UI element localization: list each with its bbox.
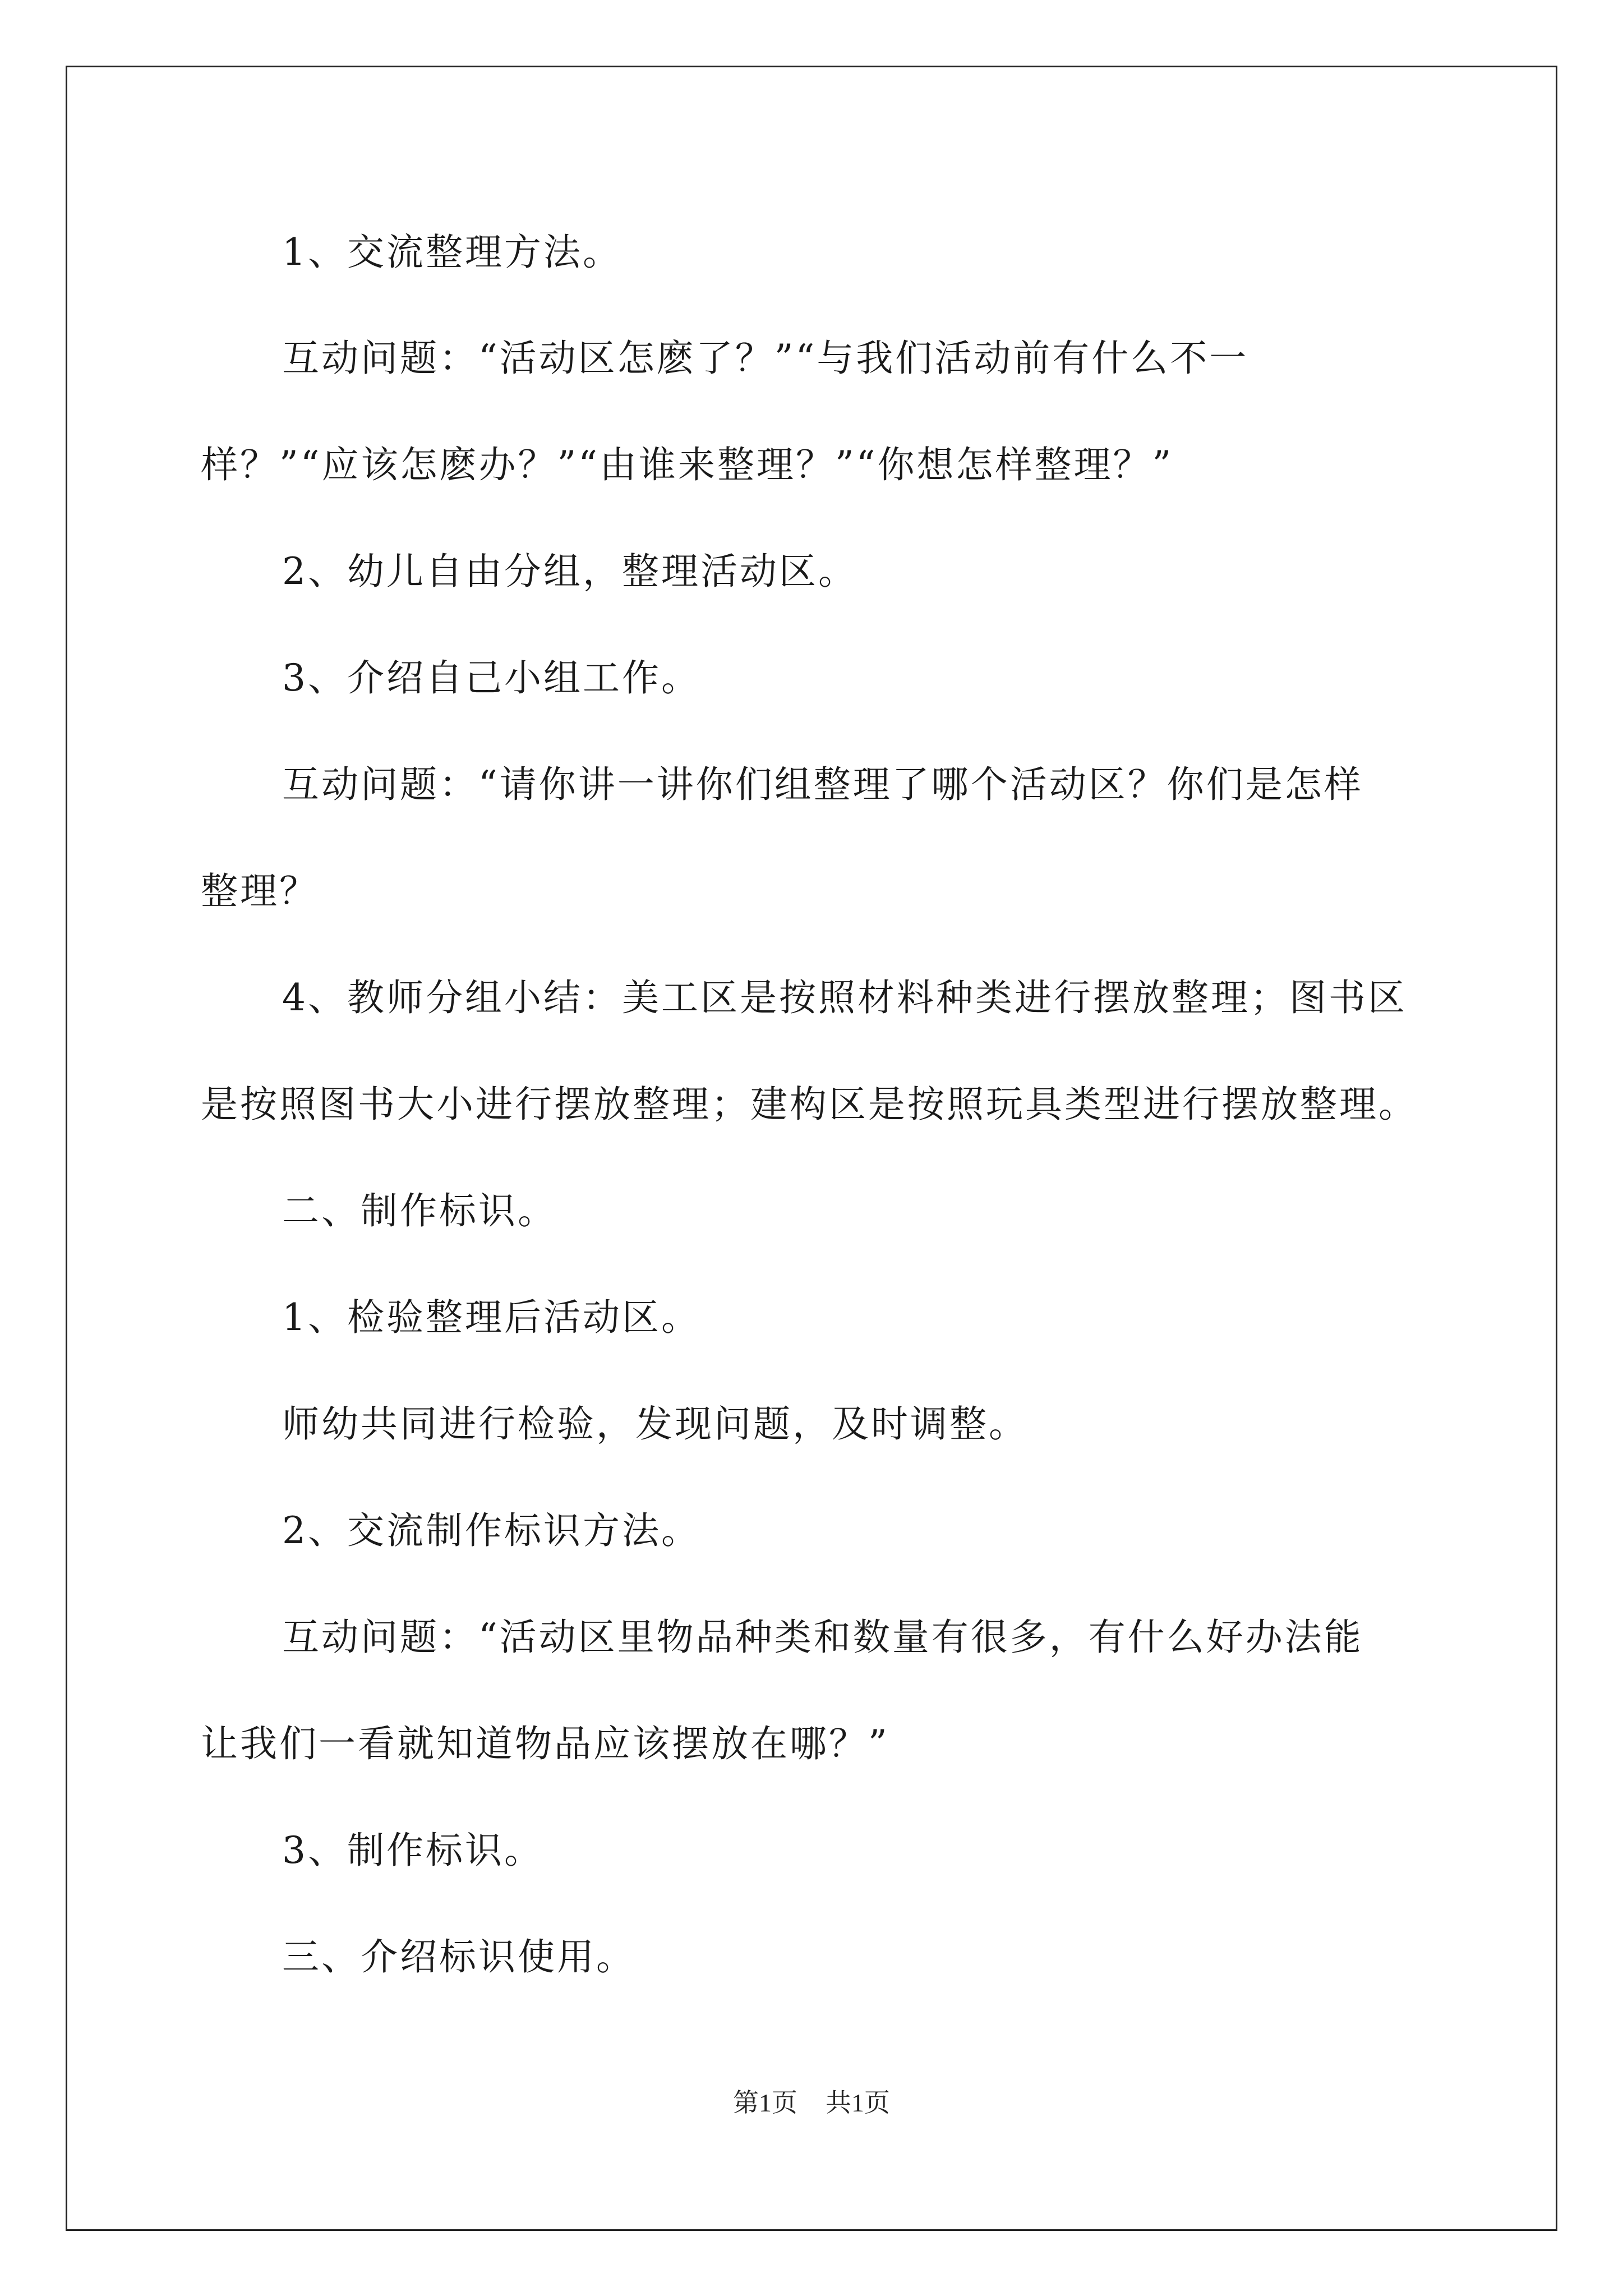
page-footer bbox=[0, 2082, 1623, 2119]
paragraph: 3、介绍自己小组工作。 bbox=[282, 656, 700, 700]
paragraph: 让我们一看就知道物品应该摆放在哪？” bbox=[201, 1722, 889, 1765]
paragraph: 师幼共同进行检验，发现问题，及时调整。 bbox=[282, 1402, 1028, 1446]
paragraph: 互动问题：“活动区里物品种类和数量有很多，有什么好办法能 bbox=[282, 1616, 1363, 1659]
paragraph: 互动问题：“请你讲一讲你们组整理了哪个活动区？你们是怎样 bbox=[282, 763, 1363, 806]
paragraph: 2、幼儿自由分组，整理活动区。 bbox=[282, 550, 857, 593]
paragraph: 三、介绍标识使用。 bbox=[282, 1935, 635, 1978]
paragraph: 二、制作标识。 bbox=[282, 1189, 557, 1232]
paragraph: 3、制作标识。 bbox=[282, 1829, 543, 1872]
paragraph: 整理？ bbox=[201, 869, 319, 913]
paragraph: 1、检验整理后活动区。 bbox=[282, 1296, 700, 1339]
page-number: 第1页 bbox=[733, 2088, 797, 2117]
paragraph: 样？”“应该怎麽办？”“由谁来整理？”“你想怎样整理？” bbox=[201, 443, 1174, 486]
paragraph: 4、教师分组小结：美工区是按照材料种类进行摆放整理；图书区 bbox=[282, 976, 1407, 1019]
paragraph: 互动问题：“活动区怎麽了？”“与我们活动前有什么不一 bbox=[282, 337, 1249, 380]
page-total: 共1页 bbox=[826, 2088, 890, 2117]
paragraph: 1、交流整理方法。 bbox=[282, 231, 622, 274]
paragraph: 是按照图书大小进行摆放整理；建构区是按照玩具类型进行摆放整理。 bbox=[201, 1083, 1418, 1126]
paragraph: 2、交流制作标识方法。 bbox=[282, 1509, 700, 1552]
